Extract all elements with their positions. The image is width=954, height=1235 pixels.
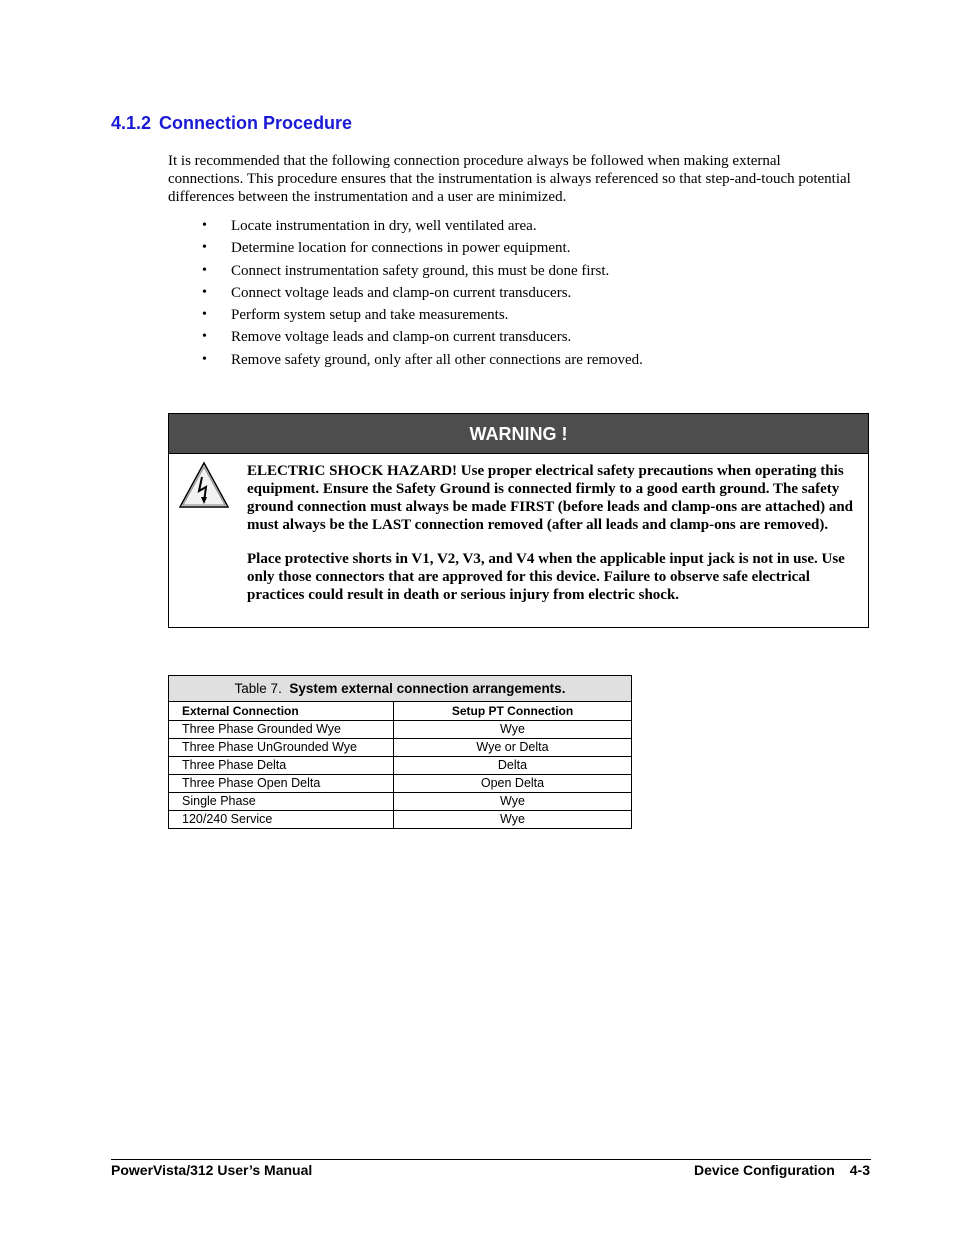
- list-item: • Locate instrumentation in dry, well ventilated area.: [202, 218, 537, 234]
- bullet-icon: •: [202, 351, 207, 367]
- table-row: [169, 757, 632, 775]
- table-cell: Open Delta: [394, 775, 632, 793]
- bullet-icon: •: [202, 218, 207, 233]
- warning-title: WARNING !: [169, 414, 868, 454]
- table-cell: Wye: [394, 721, 632, 739]
- table-cell: Wye or Delta: [394, 739, 632, 757]
- section-title: Connection Procedure: [159, 113, 353, 133]
- table-cell: Three Phase Open Delta: [169, 775, 394, 793]
- footer-manual-title: PowerVista/312 User’s Manual: [111, 1162, 313, 1178]
- section-number: 4.1.2: [111, 113, 152, 133]
- table-cell: Single Phase: [169, 793, 394, 811]
- list-item: • Remove voltage leads and clamp-on current transducers.: [202, 329, 572, 346]
- footer-section: [694, 1162, 870, 1178]
- footer-divider: [111, 1159, 871, 1160]
- page-number: 4-3: [849, 1162, 870, 1178]
- section-heading: [111, 113, 352, 134]
- table-cell: Three Phase Grounded Wye: [169, 721, 394, 739]
- column-header: External Connection: [169, 702, 394, 721]
- table-row: [169, 721, 632, 739]
- list-item: • Remove safety ground, only after all other connections are removed.: [202, 351, 643, 368]
- table-cell: Three Phase Delta: [169, 757, 394, 775]
- list-item: • Determine location for connections in power equipment.: [202, 240, 571, 257]
- list-item: • Connect instrumentation safety ground, this must be done first.: [202, 262, 610, 279]
- table-cell: Three Phase UnGrounded Wye: [169, 739, 394, 757]
- electric-shock-hazard-icon: [177, 460, 231, 510]
- bullet-icon: •: [202, 262, 207, 278]
- table-row: [169, 811, 632, 829]
- bullet-icon: •: [202, 284, 207, 300]
- bullet-icon: •: [202, 329, 207, 345]
- table-row: [169, 739, 632, 757]
- footer-section-name: Device Configuration: [693, 1162, 835, 1178]
- table-caption: Table 7. System external connection arrangements.: [169, 676, 632, 702]
- table-row: [169, 793, 632, 811]
- table-cell: Delta: [394, 757, 632, 775]
- table-cell: Wye: [394, 793, 632, 811]
- bullet-icon: •: [202, 307, 207, 323]
- column-header: Setup PT Connection: [394, 702, 632, 721]
- warning-box: [168, 413, 869, 628]
- bullet-icon: •: [202, 240, 207, 256]
- table-row: [169, 775, 632, 793]
- intro-paragraph: It is recommended that the following connection procedure always be followed when making external connections. This procedure ensures that the instrumentation is always referenced so that step-and-touch potential differences between the instrumentation and a user are minimized.: [168, 153, 851, 205]
- warning-text: [247, 462, 859, 620]
- table-header-row: [169, 702, 632, 721]
- list-item: • Perform system setup and take measurements.: [202, 307, 509, 324]
- connection-table: [168, 675, 632, 829]
- warning-paragraph: Place protective shorts in V1, V2, V3, and V4 when the applicable input jack is not in use. Use only those connectors that are approved for this device. Failure to observe safe electrical practices could result in death or serious injury from electric shock.: [247, 551, 845, 603]
- procedure-list: [168, 216, 643, 372]
- table-cell: Wye: [394, 811, 632, 829]
- table-cell: 120/240 Service: [169, 811, 394, 829]
- warning-paragraph: ELECTRIC SHOCK HAZARD! Use proper electrical safety precautions when operating this equipment. Ensure the Safety Ground is connected firmly to a good earth ground. The safety ground connection must always be made FIRST (before leads and clamp-ons are attached) and must always be the LAST connection removed (after all leads and clamp-ons are removed).: [247, 463, 854, 533]
- list-item: • Connect voltage leads and clamp-on current transducers.: [202, 284, 572, 301]
